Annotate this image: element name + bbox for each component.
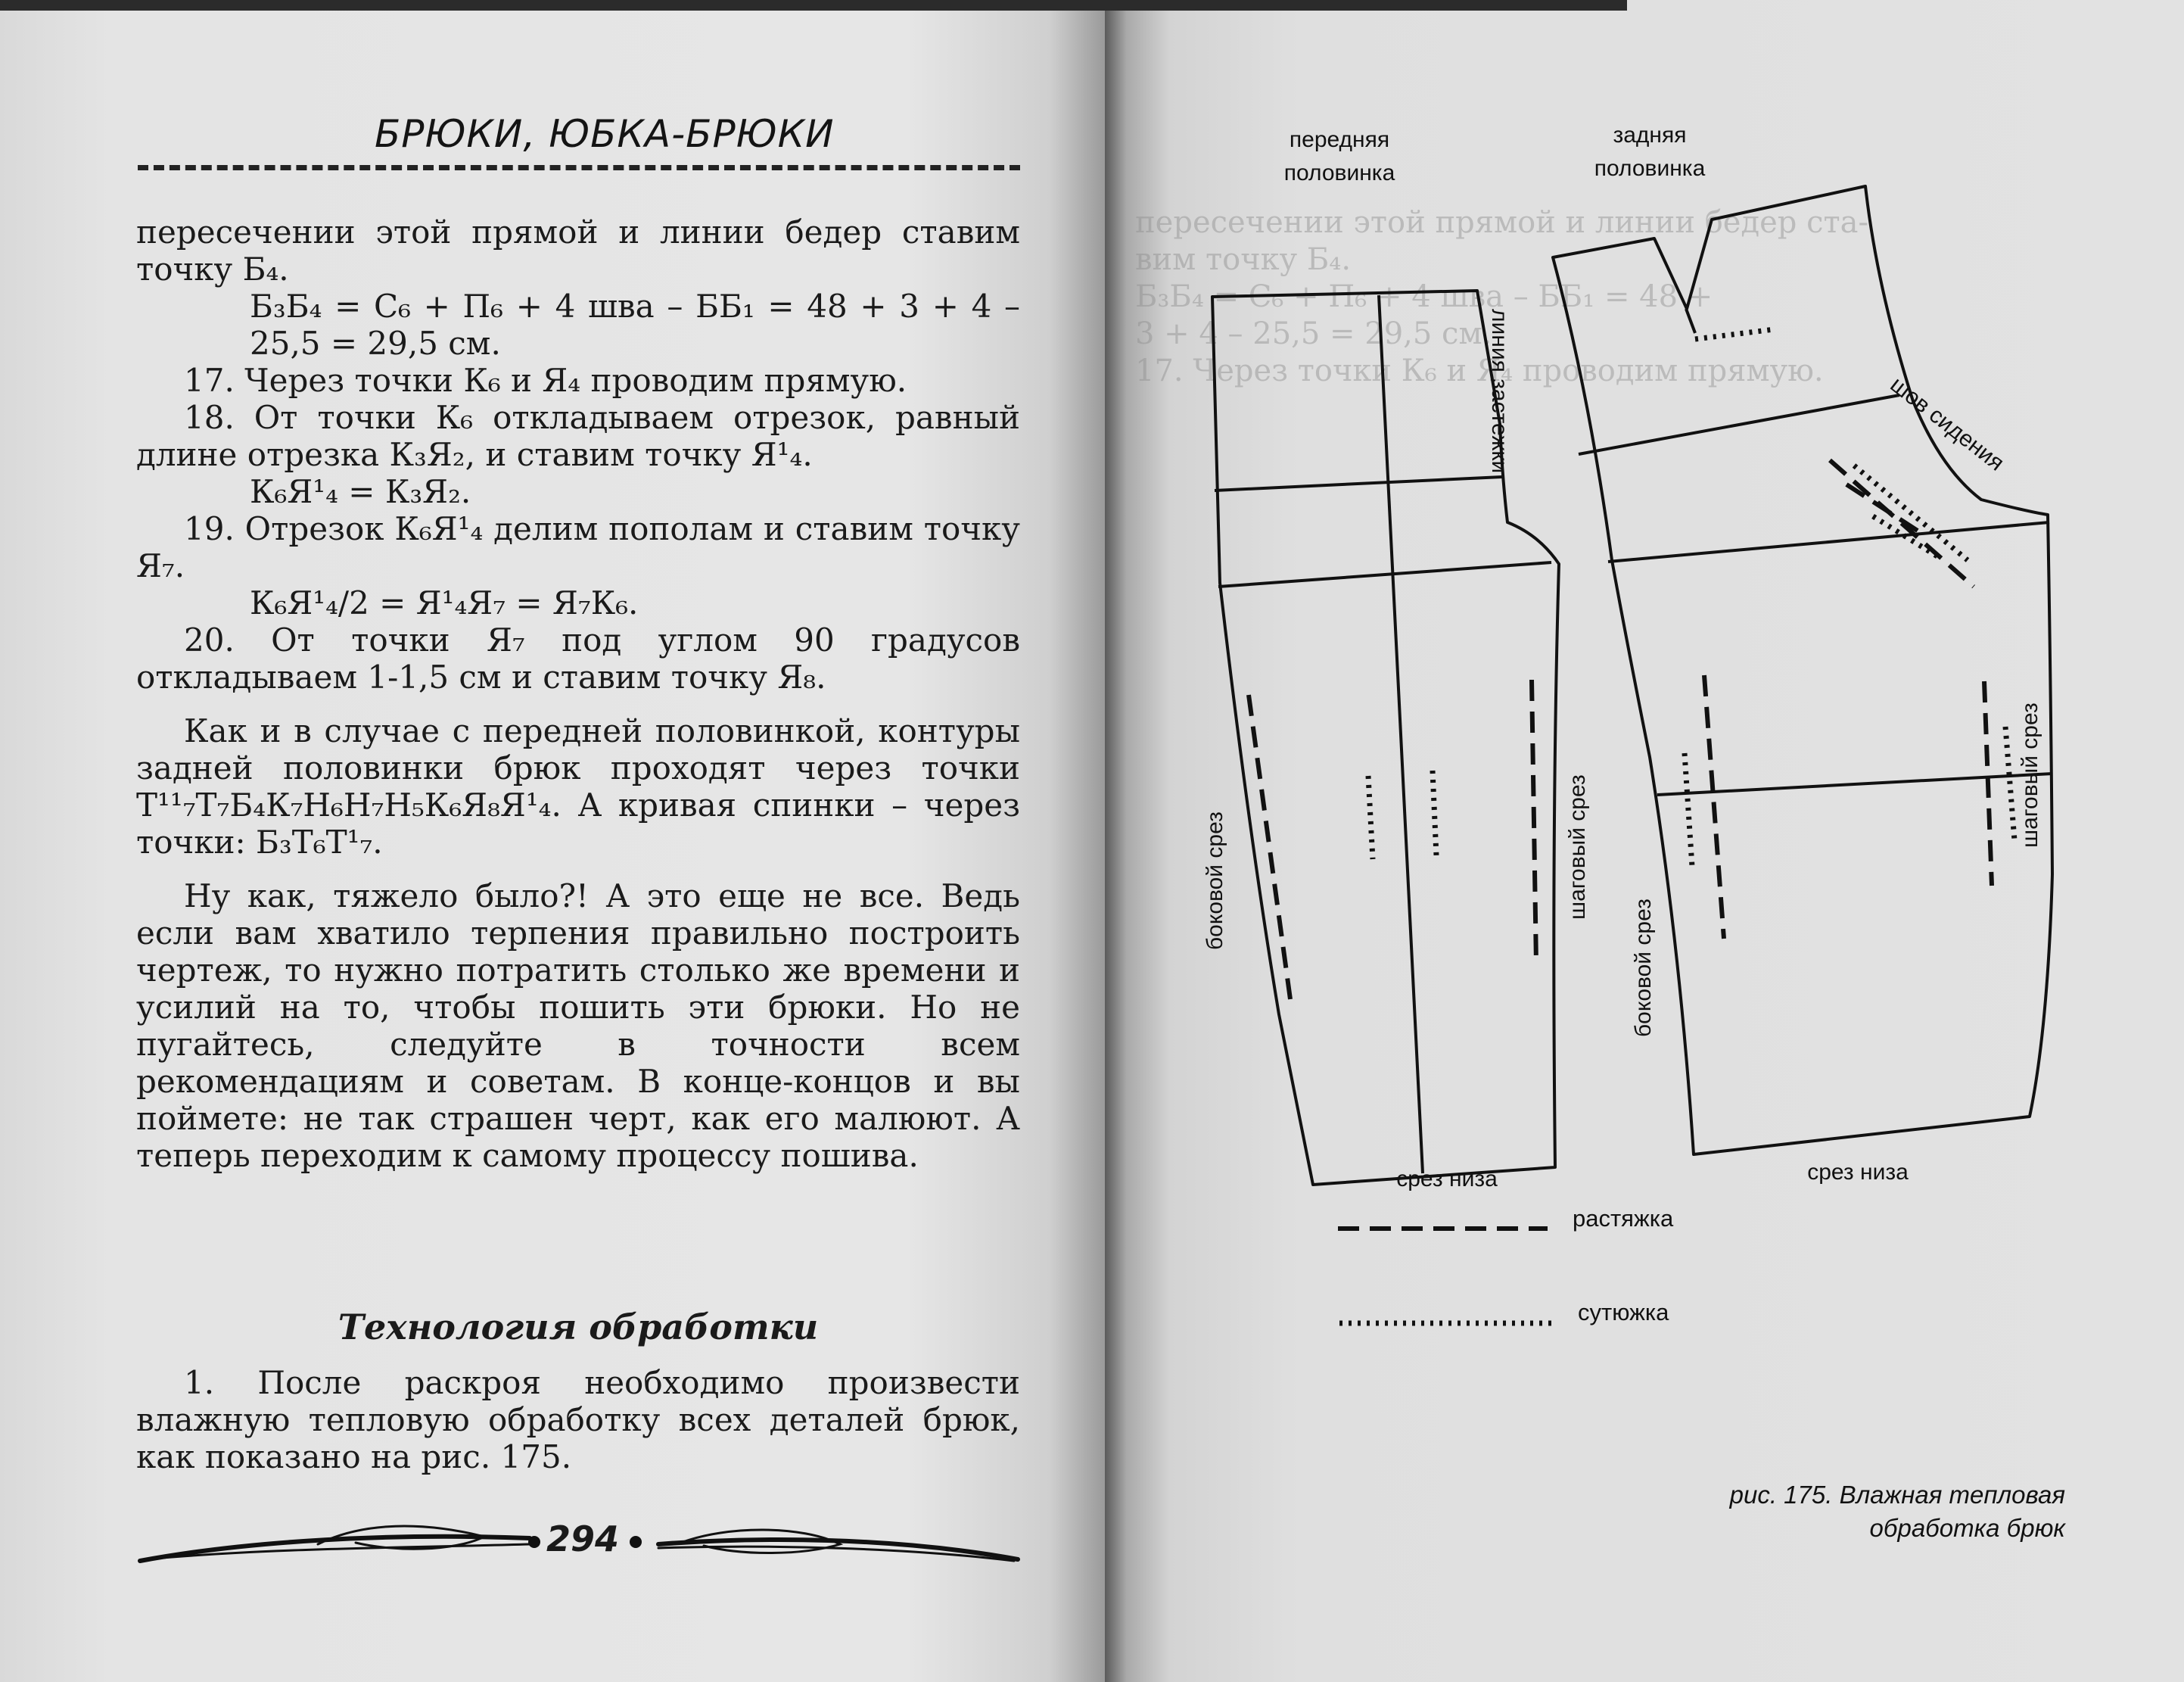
front-half-label-line1: передняя	[1289, 127, 1390, 152]
front-side-seam-label: боковой срез	[1202, 811, 1227, 950]
seat-seam-label: шов сидения	[1885, 372, 2009, 476]
front-crease-line	[1379, 295, 1423, 1173]
page-number: 294	[546, 1518, 620, 1559]
front-inseam-label: шаговый срез	[1565, 774, 1590, 920]
back-crotch-line	[1608, 522, 2049, 562]
legend-stretch-label: растяжка	[1573, 1205, 1674, 1232]
paragraph: 19. Отрезок К₆Я¹₄ делим пополам и ставим точку Я₇.	[136, 510, 1020, 584]
back-hem-label: срез низа	[1807, 1160, 1909, 1185]
back-dart	[1686, 309, 1695, 333]
formula: Б₃Б₄ = С₆ + П₆ + 4 шва – ББ₁ = 48 + 3 + 4 – 25,5 = 29,5 см.	[250, 288, 1020, 362]
paragraph: 18. От точки К₆ откладываем отрезок, равный длине отрезка К₃Я₂, и ставим точку Я¹₄.	[136, 399, 1020, 473]
caption-line1: рис. 175. Влажная тепловая	[1729, 1481, 2065, 1509]
front-crotch-line	[1218, 562, 1551, 587]
paragraph: Как и в случае с передней половинкой, контуры задней половинки брюк проходят через точки Т¹¹₇Т₇Б₄К₇Н₆Н₇Н₅К₆Я₈Я¹₄. А кривая спинки – через точки: Б₃Т₆Т¹₇.	[136, 712, 1020, 861]
front-half-label-line2: половинка	[1283, 160, 1395, 185]
back-half-label-line2: половинка	[1594, 156, 1706, 181]
legend-shrink-label: сутюжка	[1578, 1299, 1669, 1325]
stretch-marks	[1249, 460, 1992, 999]
back-hip-line	[1579, 395, 1899, 454]
paragraph: 1. После раскроя необходимо произвести влажную тепловую обработку всех деталей брюк, как показано на рис. 175.	[136, 1364, 1020, 1475]
section-title: Технология обработки	[338, 1307, 819, 1347]
caption-line2: обработка брюк	[1869, 1514, 2065, 1542]
paragraph: Ну как, тяжело было?! А это еще не все. Ведь если вам хватило терпения правильно построить чертеж, то нужно потратить столько же времени и усилий на то, чтобы пошить эти брюки. Но не пугайтесь, следуйте в точности всем рекомендациям и советам. В конце-концов и вы поймете: не так страшен черт, как его малюют. А теперь переходим к самому процессу пошива.	[136, 877, 1020, 1174]
back-knee-line	[1657, 774, 2052, 795]
paragraph: 20. От точки Я₇ под углом 90 градусов откладываем 1-1,5 см и ставим точку Я₈.	[136, 621, 1020, 696]
back-half-label-line1: задняя	[1613, 123, 1687, 148]
running-header: БРЮКИ, ЮБКА-БРЮКИ	[375, 112, 835, 156]
figure-caption	[1730, 1478, 2065, 1545]
back-half-outline	[1553, 186, 2052, 1154]
fly-line-label: линия застежки	[1487, 309, 1512, 474]
back-inseam-label: шаговый срез	[2018, 702, 2042, 848]
formula: К₆Я¹₄ = К₃Я₂.	[250, 473, 471, 510]
formula: К₆Я¹₄/2 = Я¹₄Я₇ = Я₇К₆.	[250, 584, 639, 621]
back-side-seam-label: боковой срез	[1631, 899, 1656, 1037]
show-through-text: пересечении этой прямой и линии бедер ста- вим точку Б₄. Б₃Б₄ = С₆ + П₆ + 4 шва – ББ₁ = 48 + 3 + 4 – 25,5 = 29,5 см. 17. Через точки К₆ и Я₄ проводим прямую.	[1135, 205, 1868, 388]
front-hem-label: срез низа	[1396, 1166, 1498, 1191]
paragraph: пересечении этой прямой и линии бедер ставим точку Б₄.	[136, 213, 1020, 288]
paragraph: 17. Через точки К₆ и Я₄ проводим прямую.	[184, 362, 907, 399]
front-hip-line	[1215, 477, 1502, 491]
